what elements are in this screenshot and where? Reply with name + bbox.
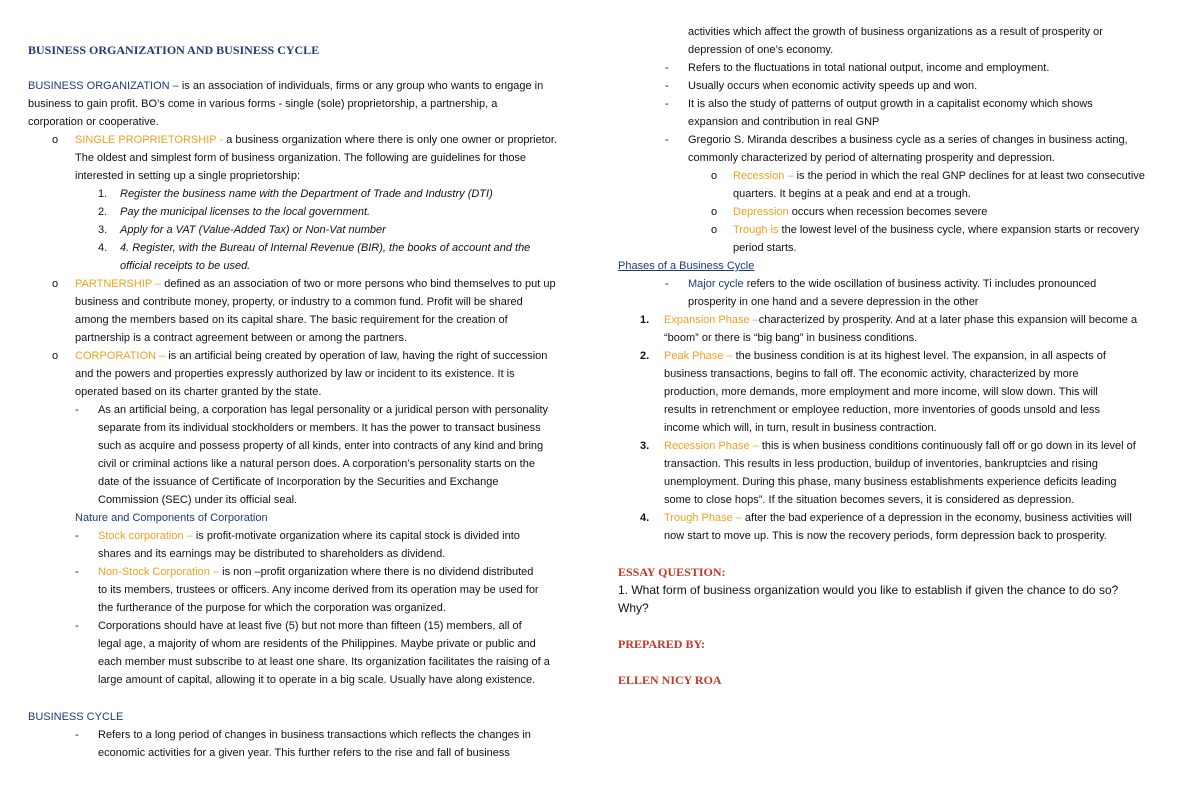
text-line	[688, 80, 977, 93]
text-line	[120, 260, 250, 273]
text-line	[618, 566, 725, 579]
list-marker: -	[665, 62, 669, 74]
list-marker: 1.	[640, 314, 650, 326]
text-line	[28, 98, 497, 111]
list-marker: 2.	[98, 206, 108, 218]
text-run: transaction. This results in less production, buildup of inventories, bankruptcies and rising	[664, 458, 1098, 470]
text-line	[75, 512, 268, 525]
text-line	[75, 170, 300, 183]
highlighted-term: Peak Phase –	[664, 350, 736, 362]
text-run: The oldest and simplest form of business organization. The following are guidelines for those	[75, 152, 527, 164]
text-line	[688, 116, 879, 129]
highlighted-term: Expansion Phase –	[664, 314, 759, 326]
text-run: large amount of capital, allowing it to operate in a big scale. Usually have along existence.	[98, 674, 536, 686]
text-line	[688, 98, 1093, 111]
text-line	[75, 314, 508, 327]
text-line	[688, 44, 833, 57]
highlighted-term: 4. Register, with the Bureau of Internal Revenue (BIR), the books of account and the	[120, 242, 531, 254]
list-marker: -	[75, 729, 79, 741]
text-run: period starts.	[733, 242, 797, 254]
highlighted-term: Nature and Components of Corporation	[75, 512, 268, 524]
text-run: to its members, trustees or officers. Any income derived from its operation may be used for	[98, 584, 539, 596]
text-line	[688, 152, 1055, 165]
text-run: Usually occurs when economic activity speeds up and won.	[688, 80, 978, 92]
text-line	[98, 422, 541, 435]
text-line	[98, 674, 535, 687]
text-line	[75, 278, 556, 291]
text-line	[664, 314, 1137, 327]
highlighted-term: Phases of a Business Cycle	[618, 260, 755, 272]
highlighted-term: Depression	[733, 206, 792, 218]
text-run: ESSAY QUESTION:	[618, 565, 726, 579]
text-line	[664, 422, 937, 435]
highlighted-term: Major cycle	[688, 278, 747, 290]
text-run: business transactions, begins to fall off. The economic activity, characterized by more	[664, 368, 1079, 380]
text-run: civil or criminal actions like a natural person does. A corporation’s personality starts on the	[98, 458, 535, 470]
list-marker: 3.	[640, 440, 650, 452]
text-run: income which will, in turn, result in business contraction.	[664, 422, 937, 434]
text-run: business and contribute money, property, or industry to a common fund. Profit will be shared	[75, 296, 523, 308]
list-marker: -	[75, 404, 79, 416]
text-line	[120, 242, 530, 255]
text-run: Corporations should have at least five (5) but not more than fifteen (15) members, all of	[98, 620, 522, 632]
text-line	[28, 116, 159, 129]
highlighted-term: Non-Stock Corporation –	[98, 566, 223, 578]
text-line	[688, 62, 1049, 75]
highlighted-term: BUSINESS CYCLE	[28, 711, 124, 723]
text-run: Why?	[618, 601, 649, 615]
text-run: is non –profit organization where there is no dividend distributed	[222, 566, 534, 578]
list-marker: -	[75, 530, 79, 542]
text-run: among the members based on its capital share. The basic requirement for the creation of	[75, 314, 508, 326]
text-line	[75, 332, 407, 345]
text-run: is an artificial being created by operation of law, having the right of succession	[168, 350, 548, 362]
text-line	[98, 656, 550, 669]
text-run: interested in setting up a single proprietorship:	[75, 170, 301, 182]
text-line	[75, 296, 523, 309]
text-run: unemployment. During this phase, many business establishments experience deficits leading	[664, 476, 1117, 488]
text-run: is an association of individuals, firms or any group who wants to engage in	[181, 80, 544, 92]
text-line	[618, 584, 1118, 597]
text-run: ELLEN NICY ROA	[618, 673, 722, 687]
text-line	[664, 404, 1100, 417]
text-run: results in retrenchment or employee reduction, more inventories of goods unsold and less	[664, 404, 1100, 416]
text-run: partnership is a contract agreement between or among the partners.	[75, 332, 408, 344]
text-run: the lowest level of the business cycle, where expansion starts or recovery	[781, 224, 1140, 236]
text-line	[618, 674, 722, 687]
text-run: the business condition is at its highest level. The expansion, in all aspects of	[735, 350, 1106, 362]
text-line	[98, 476, 499, 489]
highlighted-term: Recession Phase –	[664, 440, 762, 452]
text-line	[98, 584, 539, 597]
text-line	[75, 368, 515, 381]
text-line	[733, 206, 987, 219]
list-marker: o	[711, 224, 718, 236]
text-run: some to close hops”. If the situation becomes severs, it is considered as depression.	[664, 494, 1075, 506]
highlighted-term: SINGLE PROPRIETORSHIP -	[75, 134, 227, 146]
text-run: each member must subscribe to at least one share. Its organization facilitates the raising of a	[98, 656, 550, 668]
text-run: commonly characterized by period of alternating prosperity and depression.	[688, 152, 1055, 164]
text-line	[28, 44, 319, 57]
text-run: refers to the wide oscillation of business activity. Ti includes pronounced	[746, 278, 1097, 290]
text-line	[98, 602, 446, 615]
text-run: corporation or cooperative.	[28, 116, 159, 128]
text-line	[98, 458, 535, 471]
text-line	[733, 242, 797, 255]
text-line	[75, 350, 547, 363]
list-marker: 3.	[98, 224, 108, 236]
text-run: economic activities for a given year. This further refers to the rise and fall of business	[98, 747, 510, 759]
text-run: “boom” or there is “big bang” in business conditions.	[664, 332, 918, 344]
text-line	[664, 458, 1098, 471]
text-line	[98, 440, 543, 453]
text-run: separate from its individual stockholders or members. It has the power to transact business	[98, 422, 541, 434]
highlighted-term: Apply for a VAT (Value-Added Tax) or Non-Vat number	[120, 224, 386, 236]
list-marker: 4.	[98, 242, 108, 254]
list-marker: -	[665, 98, 669, 110]
text-line	[733, 170, 1145, 183]
text-line	[75, 386, 321, 399]
text-line	[98, 404, 548, 417]
text-run: such as acquire and possess property of all kinds, enter into contracts of any kind and bring	[98, 440, 544, 452]
list-marker: -	[665, 80, 669, 92]
text-line	[664, 440, 1136, 453]
text-line	[688, 26, 1103, 39]
text-run: this is when business conditions continuously fall off or go down in its level of	[761, 440, 1136, 452]
text-line	[75, 134, 557, 147]
text-line	[664, 476, 1116, 489]
text-line	[28, 80, 543, 93]
list-marker: -	[75, 566, 79, 578]
text-line	[664, 530, 1107, 543]
text-line	[664, 494, 1074, 507]
list-marker: o	[711, 170, 718, 182]
list-marker: 2.	[640, 350, 650, 362]
text-line	[733, 224, 1139, 237]
highlighted-term: CORPORATION –	[75, 350, 169, 362]
list-marker: -	[665, 278, 669, 290]
highlighted-term: BUSINESS ORGANIZATION –	[28, 80, 182, 92]
highlighted-term: PARTNERSHIP –	[75, 278, 165, 290]
text-line	[98, 620, 522, 633]
text-line	[733, 188, 971, 201]
text-run: Commission (SEC) under its official seal.	[98, 494, 298, 506]
highlighted-term: Register the business name with the Department of Trade and Industry (DTI)	[120, 188, 493, 200]
text-run: after the bad experience of a depression in the economy, business activities will	[744, 512, 1132, 524]
text-line	[664, 332, 917, 345]
list-marker: o	[52, 134, 59, 146]
text-run: the furtherance of the purpose for which the corporation was organized.	[98, 602, 446, 614]
text-line	[98, 566, 533, 579]
text-line	[688, 134, 1128, 147]
text-line	[120, 224, 386, 237]
text-run: Refers to the fluctuations in total national output, income and employment.	[688, 62, 1050, 74]
text-run: quarters. It begins at a peak and end at a trough.	[733, 188, 971, 200]
text-line	[688, 278, 1096, 291]
text-line	[28, 711, 123, 724]
text-line	[618, 260, 754, 273]
text-line	[664, 368, 1079, 381]
text-line	[688, 296, 978, 309]
text-line	[98, 729, 531, 742]
text-run: activities which affect the growth of business organizations as a result of prosperity or	[688, 26, 1103, 38]
text-run: It is also the study of patterns of output growth in a capitalist economy which shows	[688, 98, 1093, 110]
text-run: prosperity in one hand and a severe depression in the other	[688, 296, 979, 308]
text-run: operated based on its charter granted by the state.	[75, 386, 322, 398]
text-line	[120, 206, 370, 219]
text-run: BUSINESS ORGANIZATION AND BUSINESS CYCLE	[28, 43, 320, 57]
text-run: a business organization where there is only one owner or proprietor.	[226, 134, 557, 146]
text-run: shares and its earnings may be distributed to shareholders as dividend.	[98, 548, 446, 560]
text-line	[664, 350, 1106, 363]
text-line	[75, 152, 526, 165]
text-run: PREPARED BY:	[618, 637, 706, 651]
text-run: Refers to a long period of changes in business transactions which reflects the changes in	[98, 729, 531, 741]
highlighted-term: Recession –	[733, 170, 797, 182]
text-run: and the powers and properties expressly authorized by law or incident to its existence. It is	[75, 368, 515, 380]
list-marker: o	[52, 350, 59, 362]
text-run: 1. What form of business organization would you like to establish if given the chance to do so?	[618, 583, 1119, 597]
text-run: expansion and contribution in real GNP	[688, 116, 880, 128]
text-run: date of the issuance of Certificate of Incorporation by the Securities and Exchange	[98, 476, 499, 488]
text-run: now start to move up. This is now the recovery periods, form depression back to prosperity.	[664, 530, 1107, 542]
text-run: defined as an association of two or more persons who bind themselves to put up	[164, 278, 556, 290]
list-marker: o	[711, 206, 718, 218]
text-line	[120, 188, 493, 201]
text-line	[664, 512, 1132, 525]
list-marker: 4.	[640, 512, 650, 524]
text-run: characterized by prosperity. And at a later phase this expansion will become a	[758, 314, 1138, 326]
highlighted-term: Trough Phase –	[664, 512, 745, 524]
text-run: occurs when recession becomes severe	[791, 206, 988, 218]
text-run: is the period in which the real GNP declines for at least two consecutive	[796, 170, 1145, 182]
text-run: production, more demands, more employment and more income, will slow down. This will	[664, 386, 1098, 398]
text-line	[98, 548, 445, 561]
list-marker: 1.	[98, 188, 108, 200]
list-marker: -	[665, 134, 669, 146]
text-line	[98, 494, 297, 507]
text-run: Gregorio S. Miranda describes a business cycle as a series of changes in business acting,	[688, 134, 1128, 146]
text-line	[98, 747, 510, 760]
text-line	[618, 638, 705, 651]
highlighted-term: Pay the municipal licenses to the local government.	[120, 206, 371, 218]
text-line	[664, 386, 1098, 399]
highlighted-term: official receipts to be used.	[120, 260, 251, 272]
highlighted-term: Stock corporation –	[98, 530, 196, 542]
text-line	[98, 638, 536, 651]
text-run: legal age, a majority of whom are residents of the Philippines. Maybe private or public and	[98, 638, 536, 650]
text-run: business to gain profit. BO’s come in various forms - single (sole) proprietorship, a partnership, a	[28, 98, 498, 110]
text-run: is profit-motivate organization where its capital stock is divided into	[195, 530, 520, 542]
text-run: As an artificial being, a corporation has legal personality or a juridical person with personality	[98, 404, 549, 416]
list-marker: o	[52, 278, 59, 290]
highlighted-term: Trough is	[733, 224, 782, 236]
list-marker: -	[75, 620, 79, 632]
text-line	[618, 602, 649, 615]
text-line	[98, 530, 520, 543]
text-run: depression of one’s economy.	[688, 44, 834, 56]
